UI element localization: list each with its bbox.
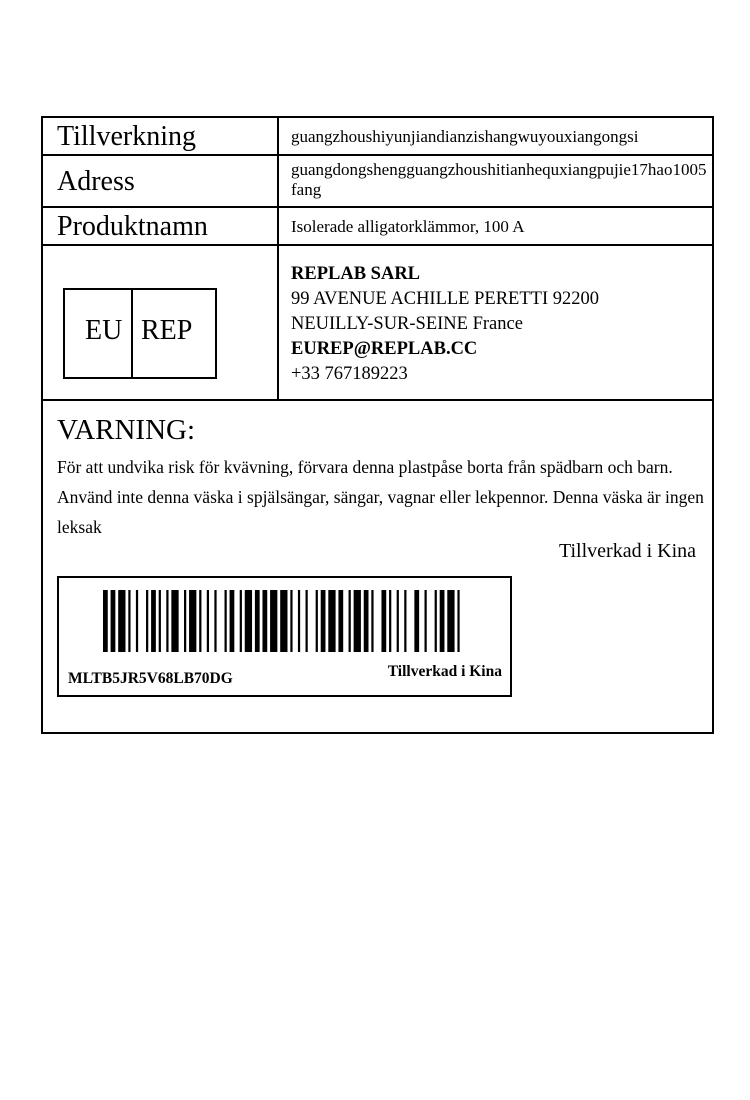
barcode-bar <box>214 590 216 652</box>
barcode-bar <box>189 590 196 652</box>
barcode-bar <box>457 590 459 652</box>
barcode-bar <box>404 590 406 652</box>
product-label <box>41 116 714 734</box>
eu-rep-symbol-rep: REP <box>141 315 193 346</box>
barcode-bar <box>414 590 419 652</box>
eu-rep-symbol-divider <box>131 290 133 377</box>
barcode-bar <box>328 590 335 652</box>
manufacturer-label: Tillverkning <box>57 121 196 152</box>
barcode-bar <box>371 590 373 652</box>
warning-title: VARNING: <box>57 414 196 446</box>
eu-rep-symbol <box>63 288 217 379</box>
product-name-value: Isolerade alligatorklämmor, 100 A <box>291 217 525 236</box>
barcode-bar <box>447 590 454 652</box>
address-row <box>43 156 712 208</box>
address-label: Adress <box>57 166 135 197</box>
barcode-bar <box>118 590 125 652</box>
address-value: guangdongshengguangzhoushitianhequxiangpujie17hao1005fang <box>291 160 707 199</box>
table-column-divider <box>277 118 279 401</box>
barcode-bar <box>240 590 242 652</box>
barcode-bar <box>230 590 235 652</box>
barcode-bar <box>338 590 343 652</box>
barcode-bar <box>166 590 168 652</box>
manufacturer-value: guangzhoushiyunjiandianzishangwuyouxiangongsi <box>291 127 639 146</box>
country-of-origin: Tillverkad i Kina <box>558 540 696 562</box>
barcode-bar <box>321 590 326 652</box>
barcode-bar <box>389 590 391 652</box>
eu-rep-company: REPLAB SARL <box>291 264 421 284</box>
barcode-bar <box>136 590 138 652</box>
barcode-bar <box>280 590 287 652</box>
barcode-panel <box>57 576 512 697</box>
barcode-bar <box>440 590 445 652</box>
barcode-bar <box>354 590 361 652</box>
barcode-bar <box>245 590 252 652</box>
product-name-label: Produktnamn <box>57 211 208 242</box>
eu-rep-city: NEUILLY-SUR-SEINE France <box>291 314 523 334</box>
barcode-bar <box>199 590 201 652</box>
barcode-bar <box>225 590 227 652</box>
barcode-bar <box>207 590 209 652</box>
barcode-bar <box>128 590 130 652</box>
eu-rep-row <box>43 246 712 401</box>
barcode-bar <box>270 590 277 652</box>
barcode-bar <box>425 590 427 652</box>
barcode-bar <box>364 590 369 652</box>
barcode-bar <box>255 590 260 652</box>
barcode-bar <box>298 590 300 652</box>
barcode-bar <box>171 590 178 652</box>
eu-rep-contact <box>291 262 599 387</box>
eu-rep-street: 99 AVENUE ACHILLE PERETTI 92200 <box>291 289 599 309</box>
eu-rep-email: EUREP@REPLAB.CC <box>291 339 478 359</box>
barcode <box>103 590 481 652</box>
barcode-bar <box>262 590 267 652</box>
barcode-bar <box>146 590 148 652</box>
product-name-row <box>43 208 712 246</box>
barcode-bar <box>290 590 292 652</box>
barcode-bar <box>184 590 186 652</box>
warning-text: För att undvika risk för kvävning, förvara denna plastpåse borta från spädbarn och barn. Använd inte denna väska i spjälsängar, sängar, vagnar eller lekpennor. Denna väska är ingen leksak <box>57 457 704 537</box>
eu-rep-phone: +33 767189223 <box>291 364 408 384</box>
barcode-bar <box>151 590 156 652</box>
barcode-origin: Tillverkad i Kina <box>387 663 502 680</box>
barcode-bar <box>103 590 108 652</box>
barcode-bar <box>381 590 386 652</box>
barcode-code: MLTB5JR5V68LB70DG <box>68 670 233 687</box>
barcode-bar <box>435 590 437 652</box>
barcode-bar <box>316 590 318 652</box>
eu-rep-symbol-eu: EU <box>85 315 123 346</box>
barcode-bar <box>159 590 161 652</box>
barcode-bar <box>349 590 351 652</box>
manufacturer-row <box>43 118 712 156</box>
barcode-bar <box>111 590 116 652</box>
barcode-bar <box>397 590 399 652</box>
barcode-bar <box>306 590 308 652</box>
